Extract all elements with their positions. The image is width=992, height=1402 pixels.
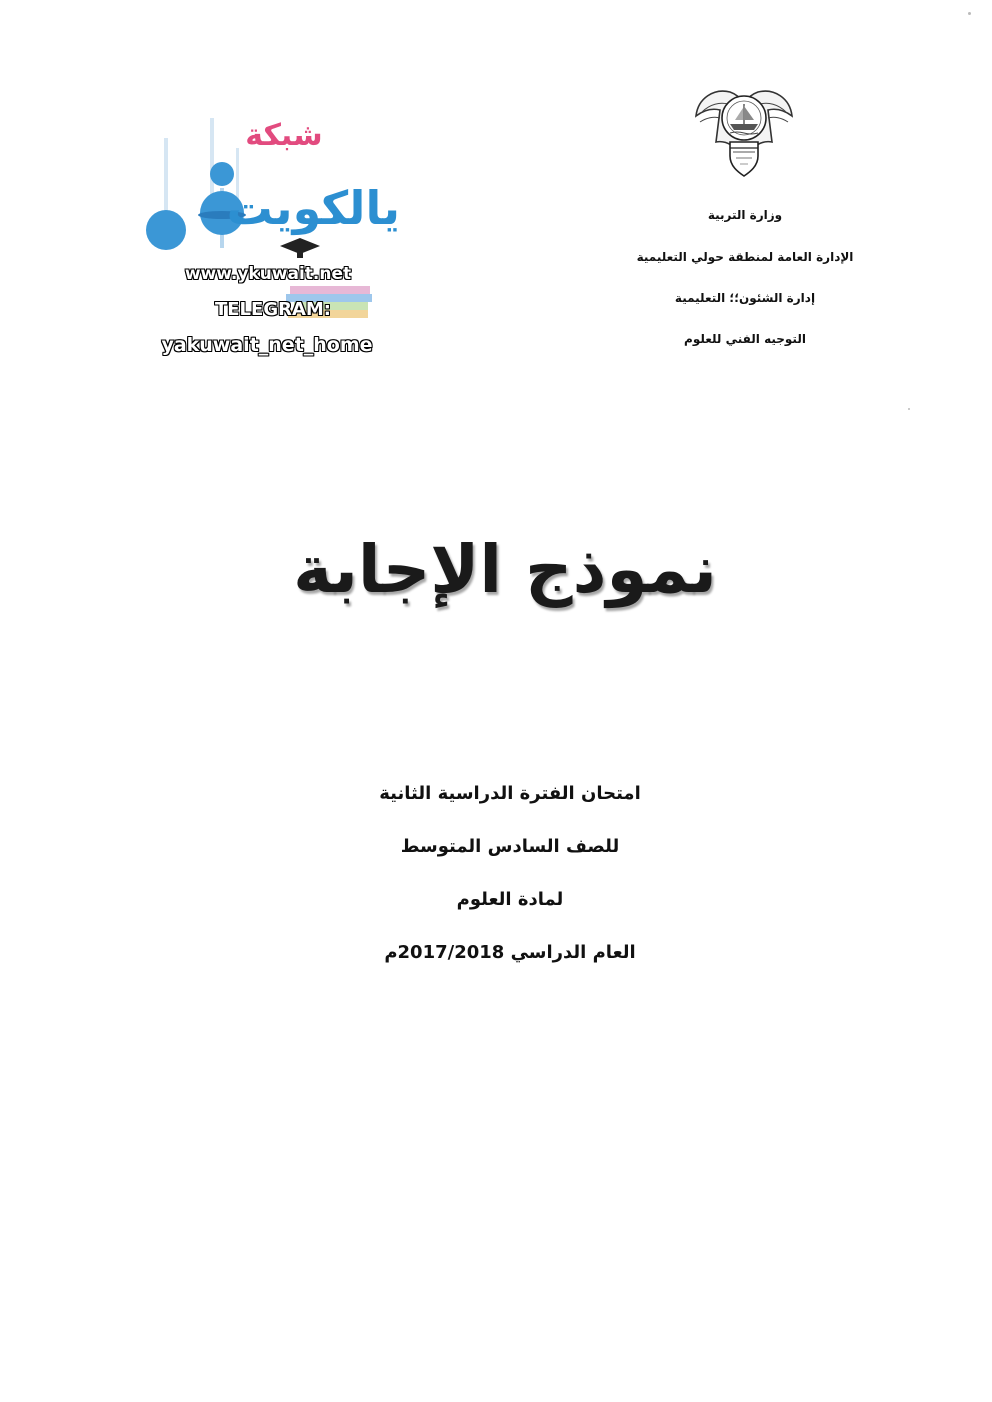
district-directorate: الإدارة العامة لمنطقة حولي التعليمية — [636, 250, 854, 264]
kuwait-emblem — [688, 82, 800, 180]
logo-brand-word: يالكويت — [226, 181, 400, 235]
exam-period: امتحان الفترة الدراسية الثانية — [379, 783, 641, 804]
science-supervision: التوجيه الفني للعلوم — [684, 332, 806, 346]
logo-telegram-handle: yakuwait_net_home — [161, 334, 373, 356]
logo-url: www.ykuwait.net — [184, 264, 352, 284]
scan-artifact — [968, 12, 971, 15]
ministry-name: وزارة التربية — [707, 208, 783, 222]
page-title: نموذج الإجابة — [293, 531, 717, 608]
subject: لمادة العلوم — [456, 889, 564, 910]
kuwait-towers-graphic — [140, 118, 398, 368]
logo-network-word: شبكة — [245, 118, 323, 153]
scan-artifact — [908, 408, 910, 410]
affairs-department: إدارة الشئون؛؛ التعليمية — [674, 291, 816, 305]
site-logo — [140, 118, 398, 368]
academic-year: العام الدراسي 2017/2018م — [384, 942, 636, 963]
logo-telegram-label: TELEGRAM: — [214, 299, 331, 320]
grade-level: للصف السادس المتوسط — [400, 836, 620, 857]
